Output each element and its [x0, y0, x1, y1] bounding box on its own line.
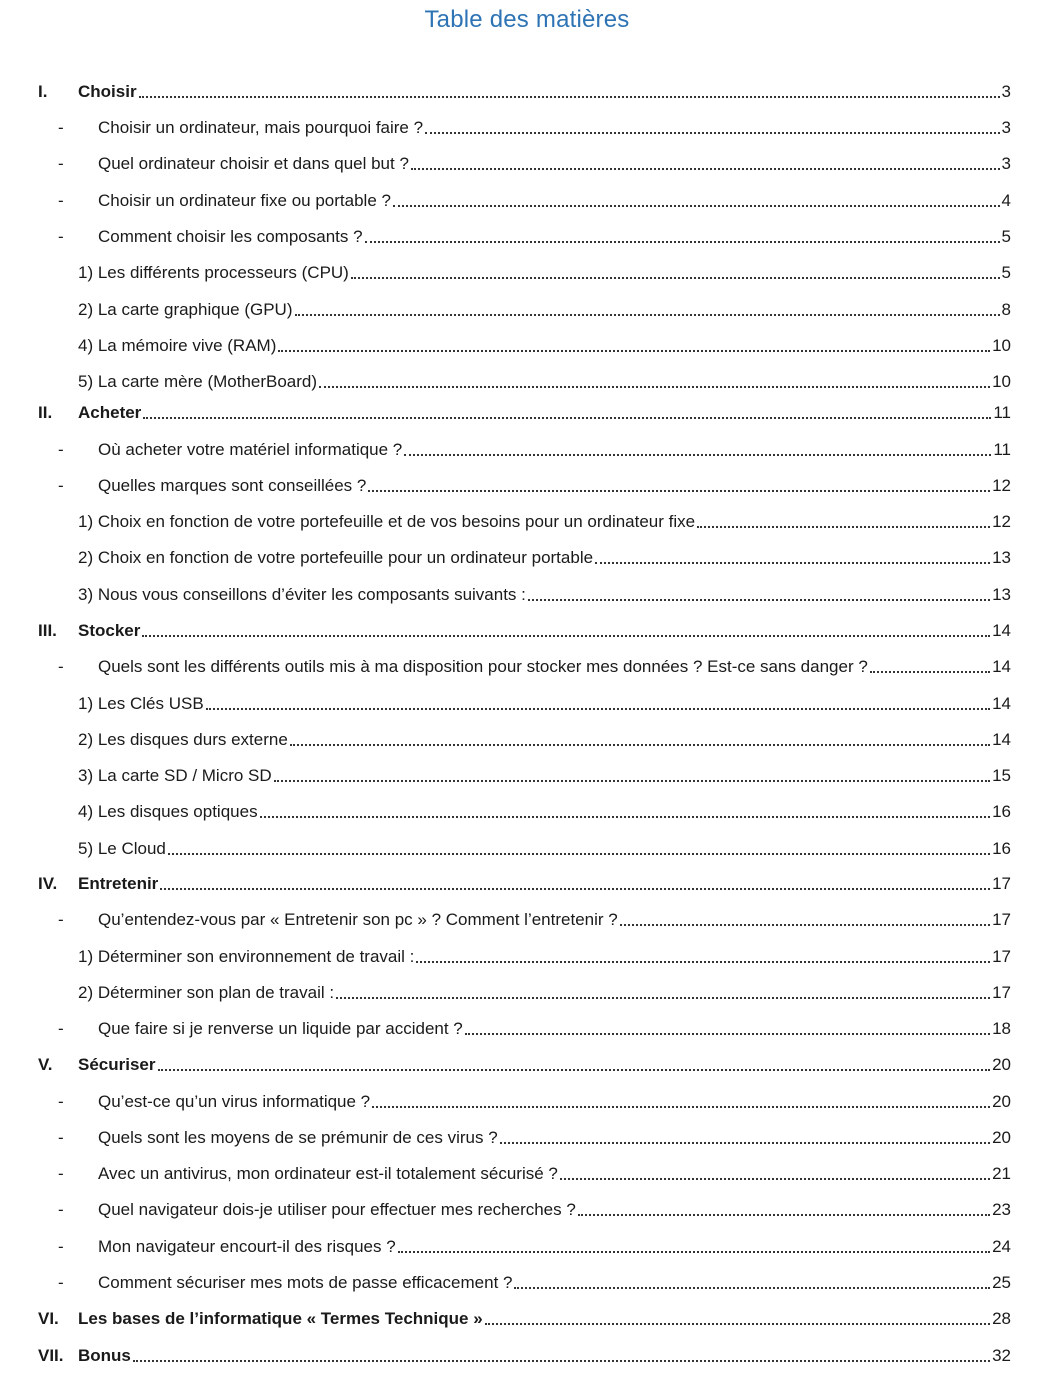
toc-entry[interactable] — [38, 80, 1011, 104]
toc-entry-page-number: 17 — [992, 874, 1011, 893]
toc-entry-label: 2) Choix en fonction de votre portefeuille pour un ordinateur portable — [78, 548, 594, 567]
toc-entry[interactable] — [38, 1053, 1011, 1077]
toc-entry-number: VII. — [38, 1346, 64, 1365]
toc-entry[interactable] — [38, 546, 1011, 570]
toc-entry[interactable] — [38, 945, 1011, 969]
toc-entry[interactable] — [38, 583, 1011, 607]
toc-entry-body — [78, 947, 1011, 967]
toc-title: Table des matières — [424, 6, 630, 33]
dot-leader — [372, 1106, 990, 1108]
toc-entry-body — [98, 1128, 1011, 1148]
toc-entry-label: Comment choisir les composants ? — [98, 227, 363, 246]
toc-entry-label: Mon navigateur encourt-il des risques ? — [98, 1237, 396, 1256]
toc-entry-label: Quel ordinateur choisir et dans quel but ? — [98, 154, 409, 173]
toc-entry-label: Choisir — [78, 82, 137, 101]
toc-entry-bullet: - — [58, 191, 64, 210]
toc-entry-page-number: 14 — [992, 621, 1011, 640]
toc-entry-page-number: 17 — [992, 983, 1011, 1002]
dot-leader — [425, 132, 999, 134]
toc-entry[interactable] — [38, 225, 1011, 249]
toc-entry-label: 4) La mémoire vive (RAM) — [78, 336, 277, 355]
toc-entry-page-number: 24 — [992, 1237, 1011, 1256]
toc-entry-page-number: 5 — [1001, 263, 1011, 282]
toc-entry-label: Qu’est-ce qu’un virus informatique ? — [98, 1092, 371, 1111]
toc-entry[interactable] — [38, 1344, 1011, 1368]
toc-entry-page-number: 20 — [992, 1128, 1011, 1147]
toc-entry-number: III. — [38, 621, 57, 640]
dot-leader — [295, 314, 1000, 316]
toc-entry-page-number: 14 — [992, 657, 1011, 676]
toc-entry[interactable] — [38, 908, 1011, 932]
toc-entry-label: 5) La carte mère (MotherBoard) — [78, 372, 318, 391]
toc-entry-label: Quelles marques sont conseillées ? — [98, 476, 367, 495]
toc-entry-page-number: 16 — [992, 802, 1011, 821]
toc-entry-label: Choisir un ordinateur, mais pourquoi faire ? — [98, 118, 424, 137]
toc-entry[interactable] — [38, 1271, 1011, 1295]
toc-entry-body — [78, 548, 1011, 568]
toc-entry-label: Qu’entendez-vous par « Entretenir son pc » ? Comment l’entretenir ? — [98, 910, 618, 929]
toc-entry-page-number: 20 — [992, 1092, 1011, 1111]
toc-entry-bullet: - — [58, 476, 64, 495]
toc-entry-page-number: 17 — [992, 910, 1011, 929]
toc-entry[interactable] — [38, 152, 1011, 176]
toc-entry-body — [98, 1200, 1011, 1220]
toc-entry-page-number: 17 — [992, 947, 1011, 966]
toc-entry-body — [78, 874, 1011, 894]
dot-leader — [595, 562, 990, 564]
toc-entry-page-number: 12 — [992, 476, 1011, 495]
toc-entry[interactable] — [38, 116, 1011, 140]
toc-entry-page-number: 4 — [1001, 191, 1011, 210]
dot-leader — [365, 241, 1000, 243]
toc-entry-body — [78, 802, 1011, 822]
toc-entry-page-number: 14 — [992, 730, 1011, 749]
toc-entry-label: Stocker — [78, 621, 141, 640]
dot-leader — [319, 386, 990, 388]
toc-entry[interactable] — [38, 1126, 1011, 1150]
dot-leader — [411, 168, 1000, 170]
toc-entry-body — [78, 336, 1011, 356]
toc-entry-label: Avec un antivirus, mon ordinateur est-il totalement sécurisé ? — [98, 1164, 558, 1183]
toc-entry-page-number: 14 — [992, 694, 1011, 713]
toc-entry-label: Quels sont les différents outils mis à ma disposition pour stocker mes données ? Est-ce sans danger ? — [98, 657, 868, 676]
toc-entry-bullet: - — [58, 657, 64, 676]
toc-entry-number: V. — [38, 1055, 53, 1074]
toc-entry-label: 1) Les différents processeurs (CPU) — [78, 263, 349, 282]
toc-entry-body — [78, 1055, 1011, 1075]
toc-entry-page-number: 3 — [1001, 154, 1011, 173]
dot-leader — [133, 1360, 990, 1362]
toc-entry-body — [78, 766, 1011, 786]
toc-entry[interactable] — [38, 370, 1011, 394]
toc-entry-label: Choisir un ordinateur fixe ou portable ? — [98, 191, 391, 210]
toc-entry-label: Sécuriser — [78, 1055, 156, 1074]
toc-entry-body — [78, 300, 1011, 320]
toc-entry[interactable] — [38, 298, 1011, 322]
toc-entry-label: Les bases de l’informatique « Termes Technique » — [78, 1309, 483, 1328]
toc-entry-body — [78, 730, 1011, 750]
dot-leader — [158, 1069, 991, 1071]
dot-leader — [393, 205, 1000, 207]
toc-entry[interactable] — [38, 837, 1011, 861]
toc-entry-body — [78, 839, 1011, 859]
toc-entry-label: 1) Les Clés USB — [78, 694, 204, 713]
dot-leader — [528, 599, 990, 601]
toc-entry[interactable] — [38, 1090, 1011, 1114]
dot-leader — [578, 1214, 990, 1216]
dot-leader — [560, 1178, 990, 1180]
toc-entry-page-number: 11 — [993, 440, 1011, 459]
toc-entry-bullet: - — [58, 154, 64, 173]
toc-entry-body — [78, 1309, 1011, 1329]
dot-leader — [416, 961, 990, 963]
toc-entry-bullet: - — [58, 1092, 64, 1111]
dot-leader — [290, 744, 990, 746]
dot-leader — [351, 277, 1000, 279]
dot-leader — [260, 816, 991, 818]
toc-entry-number: I. — [38, 82, 48, 101]
toc-entry-label: Que faire si je renverse un liquide par accident ? — [98, 1019, 463, 1038]
dot-leader — [139, 96, 1000, 98]
toc-entry-label: 1) Choix en fonction de votre portefeuille et de vos besoins pour un ordinateur fixe — [78, 512, 696, 531]
toc-entry-label: Acheter — [78, 403, 142, 422]
toc-entry-page-number: 13 — [992, 548, 1011, 567]
dot-leader — [404, 454, 991, 456]
toc-entry-page-number: 10 — [992, 336, 1011, 355]
toc-entry-page-number: 18 — [992, 1019, 1011, 1038]
toc-entry[interactable] — [38, 981, 1011, 1005]
toc-entry[interactable] — [38, 1198, 1011, 1222]
toc-entry-body — [98, 154, 1011, 174]
dot-leader — [465, 1033, 990, 1035]
dot-leader — [620, 924, 990, 926]
toc-entry-body — [98, 1273, 1011, 1293]
toc-entry-bullet: - — [58, 1019, 64, 1038]
dot-leader — [368, 490, 990, 492]
toc-entry[interactable] — [38, 510, 1011, 534]
toc-entry-page-number: 25 — [992, 1273, 1011, 1292]
toc-entry-body — [98, 227, 1011, 247]
toc-entry[interactable] — [38, 474, 1011, 498]
toc-entry-number: IV. — [38, 874, 58, 893]
toc-entry-body — [98, 657, 1011, 677]
toc-entry-page-number: 20 — [992, 1055, 1011, 1074]
toc-entry-page-number: 15 — [992, 766, 1011, 785]
toc-entry[interactable] — [38, 261, 1011, 285]
toc-entry-page-number: 21 — [992, 1164, 1011, 1183]
toc-entry-page-number: 3 — [1001, 82, 1011, 101]
toc-entry[interactable] — [38, 655, 1011, 679]
toc-entry[interactable] — [38, 619, 1011, 643]
dot-leader — [278, 350, 990, 352]
toc-entry-number: II. — [38, 403, 53, 422]
toc-entry[interactable] — [38, 800, 1011, 824]
toc-entry-body — [98, 476, 1011, 496]
dot-leader — [143, 417, 991, 419]
toc-entry[interactable] — [38, 334, 1011, 358]
toc-entry-body — [78, 403, 1011, 423]
toc-entry-body — [78, 694, 1011, 714]
toc-entry[interactable] — [38, 728, 1011, 752]
dot-leader — [336, 997, 990, 999]
dot-leader — [398, 1251, 990, 1253]
dot-leader — [870, 671, 990, 673]
toc-entry-page-number: 5 — [1001, 227, 1011, 246]
dot-leader — [500, 1142, 990, 1144]
toc-entry-body — [78, 585, 1011, 605]
toc-entry[interactable] — [38, 1017, 1011, 1041]
toc-entry-label: Quels sont les moyens de se prémunir de ces virus ? — [98, 1128, 498, 1147]
toc-entry-label: Entretenir — [78, 874, 159, 893]
toc-entry-label: Comment sécuriser mes mots de passe efficacement ? — [98, 1273, 513, 1292]
toc-entry-body — [78, 372, 1011, 392]
dot-leader — [142, 635, 990, 637]
dot-leader — [206, 708, 990, 710]
toc-entry-label: Où acheter votre matériel informatique ? — [98, 440, 403, 459]
toc-entry-label: 2) Les disques durs externe — [78, 730, 288, 749]
toc-entry[interactable] — [38, 872, 1011, 896]
toc-entry-page-number: 13 — [992, 585, 1011, 604]
toc-entry-body — [78, 983, 1011, 1003]
dot-leader — [274, 780, 990, 782]
toc-entry-page-number: 10 — [992, 372, 1011, 391]
dot-leader — [485, 1323, 990, 1325]
toc-entry[interactable] — [38, 1162, 1011, 1186]
toc-entry-bullet: - — [58, 1128, 64, 1147]
dot-leader — [697, 526, 990, 528]
toc-entry-bullet: - — [58, 1200, 64, 1219]
toc-entry-bullet: - — [58, 1237, 64, 1256]
toc-entry-body — [98, 191, 1011, 211]
toc-entry-number: VI. — [38, 1309, 59, 1328]
toc-entry-label: Quel navigateur dois-je utiliser pour effectuer mes recherches ? — [98, 1200, 576, 1219]
toc-entry-page-number: 28 — [992, 1309, 1011, 1328]
toc-entry-body — [78, 1346, 1011, 1366]
toc-entry-page-number: 12 — [992, 512, 1011, 531]
toc-entry-label: 4) Les disques optiques — [78, 802, 258, 821]
toc-entry-body — [98, 1092, 1011, 1112]
dot-leader — [514, 1287, 990, 1289]
toc-entry-label: 2) La carte graphique (GPU) — [78, 300, 293, 319]
toc-entry-label: 5) Le Cloud — [78, 839, 166, 858]
toc-entry-label: 2) Déterminer son plan de travail : — [78, 983, 335, 1002]
toc-entry-body — [78, 263, 1011, 283]
toc-entry-bullet: - — [58, 118, 64, 137]
toc-entry-page-number: 23 — [992, 1200, 1011, 1219]
toc-entry-body — [98, 1019, 1011, 1039]
toc-entry-page-number: 32 — [992, 1346, 1011, 1365]
toc-entry[interactable] — [38, 692, 1011, 716]
toc-entry-bullet: - — [58, 1273, 64, 1292]
toc-entry-bullet: - — [58, 440, 64, 459]
toc-entry-page-number: 11 — [993, 403, 1011, 422]
toc-entry[interactable] — [38, 1235, 1011, 1259]
toc-entry[interactable] — [38, 189, 1011, 213]
toc-entry-page-number: 16 — [992, 839, 1011, 858]
toc-entry-body — [78, 512, 1011, 532]
toc-entry-bullet: - — [58, 910, 64, 929]
toc-entry-body — [78, 621, 1011, 641]
toc-entry-bullet: - — [58, 227, 64, 246]
toc-entry-body — [78, 82, 1011, 102]
toc-entry[interactable] — [38, 764, 1011, 788]
toc-entry-label: Bonus — [78, 1346, 131, 1365]
toc-entry-label: 3) Nous vous conseillons d’éviter les composants suivants : — [78, 585, 526, 604]
toc-entry-body — [98, 1237, 1011, 1257]
toc-entry[interactable] — [38, 1307, 1011, 1331]
toc-entry-body — [98, 440, 1011, 460]
dot-leader — [160, 888, 990, 890]
toc-entry[interactable] — [38, 438, 1011, 462]
toc-entry-page-number: 8 — [1001, 300, 1011, 319]
toc-entry-bullet: - — [58, 1164, 64, 1183]
toc-entry-label: 1) Déterminer son environnement de travail : — [78, 947, 415, 966]
toc-entry[interactable] — [38, 401, 1011, 425]
toc-entry-body — [98, 118, 1011, 138]
toc-entry-body — [98, 910, 1011, 930]
toc-entry-body — [98, 1164, 1011, 1184]
toc-entry-label: 3) La carte SD / Micro SD — [78, 766, 272, 785]
dot-leader — [168, 853, 990, 855]
toc-entry-page-number: 3 — [1001, 118, 1011, 137]
